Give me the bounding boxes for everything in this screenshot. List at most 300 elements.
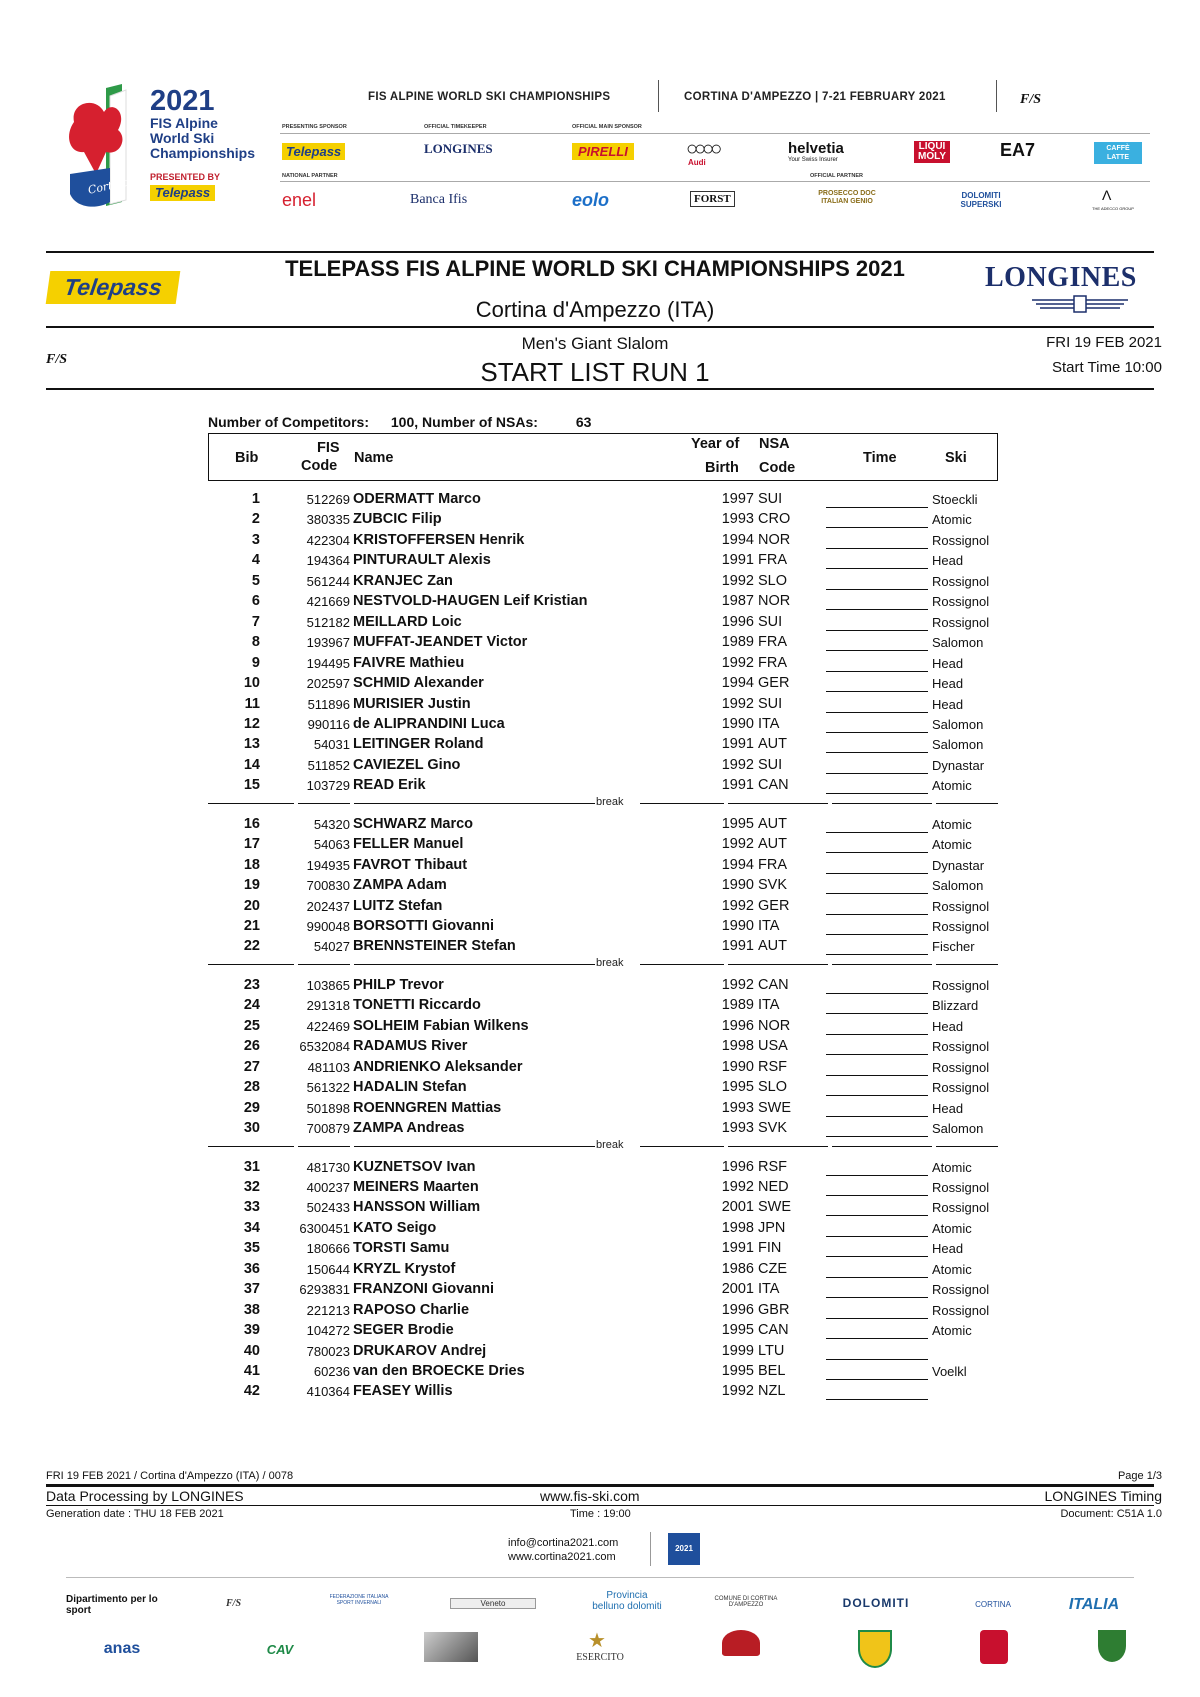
nsa-code-cell: CZE <box>758 1260 787 1277</box>
ski-brand-cell: Salomon <box>932 1121 984 1137</box>
bib-cell: 9 <box>251 654 260 671</box>
nsa-code-cell: AUT <box>758 938 787 955</box>
svg-text:Cortina: Cortina <box>86 175 131 197</box>
fis-code-cell: 501898 <box>306 1100 350 1116</box>
table-row <box>208 1059 998 1079</box>
fis-code-cell: 180666 <box>306 1241 350 1257</box>
time-entry-line <box>826 1159 928 1176</box>
sponsor-helvetia-sub: Your Swiss Insurer <box>788 157 838 163</box>
header-event-line: FIS ALPINE WORLD SKI CHAMPIONSHIPS <box>368 91 611 103</box>
birth-year-cell: 1998 <box>721 1219 754 1236</box>
sponsor-pirelli: PIRELLI <box>572 143 634 160</box>
ski-brand-cell: Rossignol <box>932 594 990 610</box>
time-entry-line <box>826 1120 928 1137</box>
ski-brand-cell: Atomic <box>932 512 972 528</box>
fis-code-cell: 291318 <box>306 998 350 1014</box>
birth-year-cell: 1992 <box>721 695 754 712</box>
caption-main-sponsor: OFFICIAL MAIN SPONSOR <box>572 124 642 130</box>
fis-code-cell: 194935 <box>306 857 350 873</box>
ski-brand-cell: Voelkl <box>932 1364 967 1379</box>
championship-logo <box>66 82 266 212</box>
table-row <box>208 857 998 877</box>
time-entry-line <box>826 675 928 692</box>
birth-year-cell: 2001 <box>721 1199 754 1216</box>
fis-code-cell: 54027 <box>313 939 350 955</box>
fis-code-cell: 561244 <box>306 573 350 589</box>
fis-code-cell: 380335 <box>306 512 350 528</box>
table-row <box>208 1302 998 1322</box>
time-entry-line <box>826 1383 928 1400</box>
ski-brand-cell: Head <box>932 553 964 569</box>
bib-cell: 41 <box>243 1363 260 1379</box>
athlete-name-cell: TORSTI Samu <box>353 1240 450 1257</box>
adecco-icon: Λ <box>1102 187 1112 203</box>
presented-by: PRESENTED BY <box>150 171 221 182</box>
athlete-name-cell: SCHWARZ Marco <box>353 815 474 832</box>
birth-year-cell: 1989 <box>721 634 754 651</box>
nsa-count: 63 <box>575 414 592 430</box>
nsa-code-cell: NOR <box>758 593 791 610</box>
athlete-name-cell: MUFFAT-JEANDET Victor <box>353 634 528 651</box>
athlete-name-cell: MURISIER Justin <box>353 695 471 712</box>
sponsor-banca-ifis: Banca Ifis <box>410 192 468 207</box>
nsa-code-cell: NED <box>758 1178 789 1195</box>
birth-year-cell: 1991 <box>721 938 754 955</box>
bib-cell: 13 <box>243 736 260 753</box>
bib-cell: 29 <box>243 1099 260 1116</box>
time-entry-line <box>826 1343 928 1360</box>
nsa-code-cell: FRA <box>758 654 787 671</box>
table-row <box>208 777 998 797</box>
nsa-code-cell: CAN <box>758 1322 789 1339</box>
athlete-name-cell: HADALIN Stefan <box>353 1079 467 1096</box>
birth-year-cell: 1992 <box>721 572 754 589</box>
table-row <box>208 573 998 593</box>
fis-code-cell: 511852 <box>307 757 350 773</box>
time-entry-line <box>826 1059 928 1076</box>
nsa-code-cell: SUI <box>758 491 783 507</box>
bib-cell: 36 <box>243 1260 260 1277</box>
athlete-name-cell: FAIVRE Mathieu <box>353 654 465 671</box>
nsa-code-cell: SWE <box>758 1099 792 1116</box>
fis-code-cell: 221213 <box>306 1302 350 1318</box>
time-entry-line <box>826 573 928 590</box>
time-entry-line <box>826 918 928 935</box>
birth-year-cell: 1992 <box>721 976 754 993</box>
ski-brand-cell: Rossignol <box>932 1282 990 1298</box>
table-row <box>208 1038 998 1058</box>
birth-year-cell: 1996 <box>721 613 754 630</box>
table-row <box>208 552 998 572</box>
logo-cav: CAV <box>266 1642 294 1657</box>
table-row <box>208 977 998 997</box>
break-separator <box>208 1139 998 1153</box>
table-row <box>208 1220 998 1240</box>
birth-year-cell: 1989 <box>721 997 754 1014</box>
table-row <box>208 614 998 634</box>
break-label: break <box>596 795 624 808</box>
fis-code-cell: 481730 <box>306 1159 350 1175</box>
birth-year-cell: 1990 <box>721 715 754 732</box>
footer-generation-date: Generation date : THU 18 FEB 2021 <box>46 1508 224 1520</box>
bib-cell: 15 <box>243 777 260 794</box>
nsa-code-cell: AUT <box>758 815 787 832</box>
competitor-summary <box>208 414 591 430</box>
footer-timing: LONGINES Timing <box>1044 1488 1162 1504</box>
fis-code-cell: 511896 <box>307 696 350 712</box>
fis-code-cell: 6293831 <box>299 1282 350 1298</box>
contact-website[interactable]: www.cortina2021.com <box>508 1551 616 1563</box>
time-entry-line <box>826 836 928 853</box>
sponsor-enel: enel <box>282 190 317 210</box>
time-entry-line <box>826 532 928 549</box>
athlete-name-cell: BRENNSTEINER Stefan <box>353 938 516 955</box>
fis-code-cell: 60236 <box>313 1364 350 1379</box>
athlete-name-cell: FRANZONI Giovanni <box>353 1281 494 1298</box>
fis-code-cell: 150644 <box>306 1261 350 1277</box>
ski-brand-cell: Fischer <box>932 939 975 955</box>
logo-veneto: Veneto <box>450 1598 536 1609</box>
bib-cell: 38 <box>243 1301 260 1318</box>
fis-code-cell: 103865 <box>306 977 350 993</box>
time-entry-line <box>826 816 928 833</box>
forestale-emblem-icon <box>1098 1630 1126 1662</box>
fis-code-cell: 202597 <box>306 676 350 692</box>
sponsor-caffe-latte: CAFFÈ LATTE <box>1094 142 1142 164</box>
table-row <box>208 1363 998 1383</box>
fis-code-cell: 54031 <box>313 737 350 753</box>
sponsor-helvetia: helvetia <box>788 140 844 157</box>
time-entry-line <box>826 634 928 651</box>
competitors-count: 100, <box>390 414 419 430</box>
bib-cell: 40 <box>243 1342 260 1359</box>
table-row <box>208 675 998 695</box>
birth-year-cell: 1998 <box>721 1038 754 1055</box>
time-entry-line <box>826 1322 928 1339</box>
bib-cell: 33 <box>243 1199 260 1216</box>
audi-rings-icon: ○○○○ <box>686 138 719 160</box>
time-entry-line <box>826 938 928 955</box>
athlete-name-cell: NESTVOLD-HAUGEN Leif Kristian <box>353 593 588 610</box>
bib-cell: 19 <box>243 877 260 894</box>
time-entry-line <box>826 552 928 569</box>
ski-brand-cell: Rossignol <box>932 1302 990 1318</box>
fis-code-cell: 103729 <box>306 778 350 794</box>
bib-cell: 22 <box>243 938 260 955</box>
nsa-code-cell: CAN <box>758 777 789 794</box>
esercito-star-icon: ★ <box>588 1630 606 1652</box>
ski-brand-cell: Atomic <box>932 816 972 832</box>
table-row <box>208 1100 998 1120</box>
bib-cell: 8 <box>251 634 260 651</box>
nsa-code-cell: USA <box>758 1038 788 1055</box>
bib-cell: 39 <box>243 1322 260 1339</box>
athlete-name-cell: BORSOTTI Giovanni <box>353 918 494 934</box>
nsa-code-cell: SVK <box>758 877 788 894</box>
ski-brand-cell: Rossignol <box>932 919 990 934</box>
header-fis-code: Code <box>301 458 338 474</box>
athlete-name-cell: HANSSON William <box>353 1199 481 1216</box>
logo-line-2: World Ski <box>150 130 215 147</box>
time-entry-line <box>826 1261 928 1278</box>
bib-cell: 3 <box>251 531 260 548</box>
bib-cell: 25 <box>243 1017 260 1034</box>
athlete-name-cell: ZAMPA Andreas <box>353 1120 465 1137</box>
bib-cell: 34 <box>243 1219 260 1236</box>
birth-year-cell: 1992 <box>721 654 754 671</box>
title-fis-logo: F/S <box>46 352 68 367</box>
nsa-code-cell: ITA <box>758 1281 780 1298</box>
header-time: Time <box>863 450 897 466</box>
athlete-name-cell: ROENNGREN Mattias <box>353 1099 502 1116</box>
sponsor-adecco: THE ADECCO GROUP <box>1092 206 1134 211</box>
race-date: FRI 19 FEB 2021 <box>1046 334 1162 351</box>
time-entry-line <box>826 1363 928 1380</box>
ski-brand-cell: Rossignol <box>932 1179 990 1195</box>
caption-presenting: PRESENTING SPONSOR <box>282 124 347 130</box>
footer-website[interactable]: www.fis-ski.com <box>540 1488 640 1504</box>
header-ski: Ski <box>945 450 967 466</box>
nsa-code-cell: AUT <box>758 836 787 853</box>
fis-code-cell: 780023 <box>306 1343 350 1359</box>
birth-year-cell: 1992 <box>721 1178 754 1195</box>
nsa-code-cell: FRA <box>758 856 787 873</box>
ski-brand-cell: Atomic <box>932 1159 972 1175</box>
birth-year-cell: 1997 <box>721 491 754 507</box>
bib-cell: 28 <box>243 1079 260 1096</box>
athlete-name-cell: KATO Seigo <box>353 1219 437 1236</box>
header-fis: FIS <box>317 440 340 456</box>
ski-brand-cell: Rossignol <box>932 1080 990 1096</box>
athlete-name-cell: RAPOSO Charlie <box>353 1301 470 1318</box>
logo-anas: anas <box>103 1640 141 1657</box>
time-entry-line <box>826 877 928 894</box>
telepass-title-logo: Telepass <box>46 271 181 304</box>
fis-code-cell: 422469 <box>306 1018 350 1034</box>
time-entry-line <box>826 1100 928 1117</box>
fis-code-cell: 410364 <box>306 1384 350 1400</box>
nsa-code-cell: AUT <box>758 736 787 753</box>
ski-brand-cell: Atomic <box>932 1323 972 1339</box>
time-entry-line <box>826 593 928 610</box>
bib-cell: 23 <box>243 976 260 993</box>
birth-year-cell: 1990 <box>721 1058 754 1075</box>
birth-year-cell: 1994 <box>721 856 754 873</box>
caption-timekeeper: OFFICIAL TIMEKEEPER <box>424 124 487 130</box>
birth-year-cell: 1992 <box>721 836 754 853</box>
birth-year-cell: 2001 <box>721 1281 754 1298</box>
caption-national-partner: NATIONAL PARTNER <box>282 173 338 179</box>
birth-year-cell: 1991 <box>721 777 754 794</box>
fis-code-cell: 502433 <box>306 1200 350 1216</box>
logo-cortina: CORTINA <box>975 1600 1011 1609</box>
bib-cell: 35 <box>243 1240 260 1257</box>
birth-year-cell: 1992 <box>721 756 754 773</box>
athlete-name-cell: van den BROECKE Dries <box>353 1363 525 1379</box>
nsa-code-cell: FRA <box>758 634 787 651</box>
time-entry-line <box>826 898 928 915</box>
header-nsa: NSA <box>759 436 790 452</box>
birth-year-cell: 1996 <box>721 1158 754 1175</box>
bib-cell: 1 <box>251 491 260 507</box>
table-row <box>208 532 998 552</box>
ski-brand-cell: Head <box>932 1241 964 1257</box>
footer-page: Page 1/3 <box>1117 1470 1162 1482</box>
bib-cell: 11 <box>244 695 260 712</box>
event-name: Men's Giant Slalom <box>521 334 669 353</box>
time-entry-line <box>826 1281 928 1298</box>
time-entry-line <box>826 736 928 753</box>
fis-code-cell: 512269 <box>306 492 350 507</box>
ski-brand-cell: Salomon <box>932 737 984 753</box>
header-name: Name <box>354 450 394 466</box>
table-row <box>208 491 998 511</box>
logo-provincia-belluno: Provincia belluno dolomiti <box>592 1590 662 1612</box>
fis-code-cell: 104272 <box>306 1323 350 1339</box>
header-nsa-code: Code <box>759 460 796 476</box>
bib-cell: 2 <box>251 511 260 528</box>
competitors-label: Number of Competitors: <box>208 414 369 430</box>
cortina-logo-icon <box>66 82 138 210</box>
birth-year-cell: 1991 <box>721 736 754 753</box>
break-label: break <box>596 1138 624 1151</box>
bib-cell: 26 <box>243 1038 260 1055</box>
table-row <box>208 655 998 675</box>
birth-year-cell: 1995 <box>721 1363 754 1379</box>
ski-brand-cell: Salomon <box>932 635 984 651</box>
time-entry-line <box>826 977 928 994</box>
athlete-name-cell: ODERMATT Marco <box>353 491 481 507</box>
athlete-name-cell: RADAMUS River <box>353 1038 468 1055</box>
table-row <box>208 1343 998 1363</box>
longines-wings-icon <box>1030 294 1130 314</box>
birth-year-cell: 1991 <box>721 1240 754 1257</box>
nsa-code-cell: JPN <box>758 1219 786 1236</box>
bib-cell: 21 <box>243 918 260 934</box>
ski-brand-cell: Salomon <box>932 716 984 732</box>
time-entry-line <box>826 857 928 874</box>
sponsor-eolo: eolo <box>572 190 610 210</box>
sponsor-longines: LONGINES <box>424 141 493 156</box>
table-row <box>208 836 998 856</box>
logo-year: 2021 <box>150 85 215 117</box>
logo-fisi: FEDERAZIONE ITALIANA SPORT INVERNALI <box>329 1594 389 1606</box>
sponsor-ea7: EA7 <box>1000 140 1036 160</box>
table-row <box>208 1281 998 1301</box>
time-entry-line <box>826 1302 928 1319</box>
sponsor-forst: FORST <box>690 191 735 207</box>
ski-brand-cell: Atomic <box>932 1220 972 1236</box>
time-entry-line <box>826 997 928 1014</box>
athlete-name-cell: DRUKAROV Andrej <box>353 1342 487 1359</box>
fis-code-cell: 54063 <box>313 837 350 853</box>
logo-dolomiti: DOLOMITI <box>842 1596 910 1610</box>
athlete-name-cell: KRANJEC Zan <box>353 572 453 589</box>
ski-brand-cell: Rossignol <box>932 977 990 993</box>
athlete-name-cell: ZUBCIC Filip <box>353 511 442 528</box>
bib-cell: 31 <box>243 1158 260 1175</box>
table-row <box>208 1159 998 1179</box>
ski-brand-cell: Atomic <box>932 837 972 853</box>
athlete-name-cell: SOLHEIM Fabian Wilkens <box>353 1017 529 1034</box>
nsa-code-cell: GER <box>758 675 790 692</box>
table-row <box>208 1018 998 1038</box>
bib-cell: 18 <box>243 856 260 873</box>
table-row <box>208 511 998 531</box>
fis-code-cell: 422304 <box>306 532 350 548</box>
bib-cell: 32 <box>243 1178 260 1195</box>
fis-code-cell: 194364 <box>306 553 350 569</box>
nsa-code-cell: ITA <box>758 997 780 1014</box>
nsa-code-cell: FRA <box>758 552 787 569</box>
birth-year-cell: 1995 <box>721 815 754 832</box>
ski-brand-cell: Dynastar <box>932 857 985 873</box>
fis-code-cell: 193967 <box>306 635 350 651</box>
ski-brand-cell: Stoeckli <box>932 492 978 507</box>
contact-email[interactable]: info@cortina2021.com <box>508 1537 619 1549</box>
nsa-code-cell: SWE <box>758 1199 792 1216</box>
nsa-code-cell: LTU <box>758 1342 785 1359</box>
birth-year-cell: 1995 <box>721 1079 754 1096</box>
footer-data-processing: Data Processing by LONGINES <box>46 1488 244 1504</box>
bib-cell: 5 <box>251 572 260 589</box>
nsa-code-cell: ITA <box>758 918 780 934</box>
birth-year-cell: 1993 <box>721 511 754 528</box>
fis-code-cell: 700879 <box>306 1121 350 1137</box>
nsa-code-cell: SUI <box>758 756 783 773</box>
athlete-name-cell: FEASEY Willis <box>353 1383 453 1400</box>
presented-sponsor: Telepass <box>150 185 215 201</box>
table-row <box>208 716 998 736</box>
nsa-code-cell: FIN <box>758 1240 782 1257</box>
time-entry-line <box>826 1038 928 1055</box>
ski-brand-cell: Atomic <box>932 778 972 794</box>
nsa-code-cell: NOR <box>758 531 791 548</box>
birth-year-cell: 1995 <box>721 1322 754 1339</box>
athlete-name-cell: LEITINGER Roland <box>353 736 484 753</box>
birth-year-cell: 1991 <box>721 552 754 569</box>
nsa-code-cell: SLO <box>758 1079 788 1096</box>
header-location-line: CORTINA D'AMPEZZO | 7-21 FEBRUARY 2021 <box>684 91 946 103</box>
header-birth: Birth <box>705 460 739 476</box>
athlete-name-cell: ANDRIENKO Aleksander <box>353 1058 523 1075</box>
time-entry-line <box>826 1240 928 1257</box>
ski-brand-cell: Rossignol <box>932 532 990 548</box>
logo-comune-cortina: COMUNE DI CORTINA D'AMPEZZO <box>714 1596 778 1608</box>
bib-cell: 42 <box>243 1383 260 1400</box>
bib-cell: 4 <box>251 552 260 569</box>
fis-code-cell: 6532084 <box>299 1039 350 1055</box>
fis-code-cell: 512182 <box>306 614 350 630</box>
athlete-name-cell: CAVIEZEL Gino <box>353 756 461 773</box>
athlete-name-cell: SCHMID Alexander <box>353 675 484 692</box>
time-entry-line <box>826 491 928 508</box>
athlete-name-cell: KRISTOFFERSEN Henrik <box>353 531 525 548</box>
time-entry-line <box>826 1179 928 1196</box>
athlete-name-cell: MEINERS Maarten <box>353 1178 479 1195</box>
athlete-name-cell: LUITZ Stefan <box>353 897 443 914</box>
athlete-name-cell: PINTURAULT Alexis <box>353 552 491 569</box>
fis-code-cell: 400237 <box>306 1179 350 1195</box>
table-row <box>208 1240 998 1260</box>
logo-esercito: ESERCITO <box>576 1652 624 1663</box>
fis-code-cell: 6300451 <box>299 1220 350 1236</box>
bib-cell: 24 <box>243 997 260 1014</box>
break-separator <box>208 796 998 810</box>
table-row <box>208 918 998 938</box>
table-row <box>208 634 998 654</box>
header-year: Year of <box>691 436 740 452</box>
